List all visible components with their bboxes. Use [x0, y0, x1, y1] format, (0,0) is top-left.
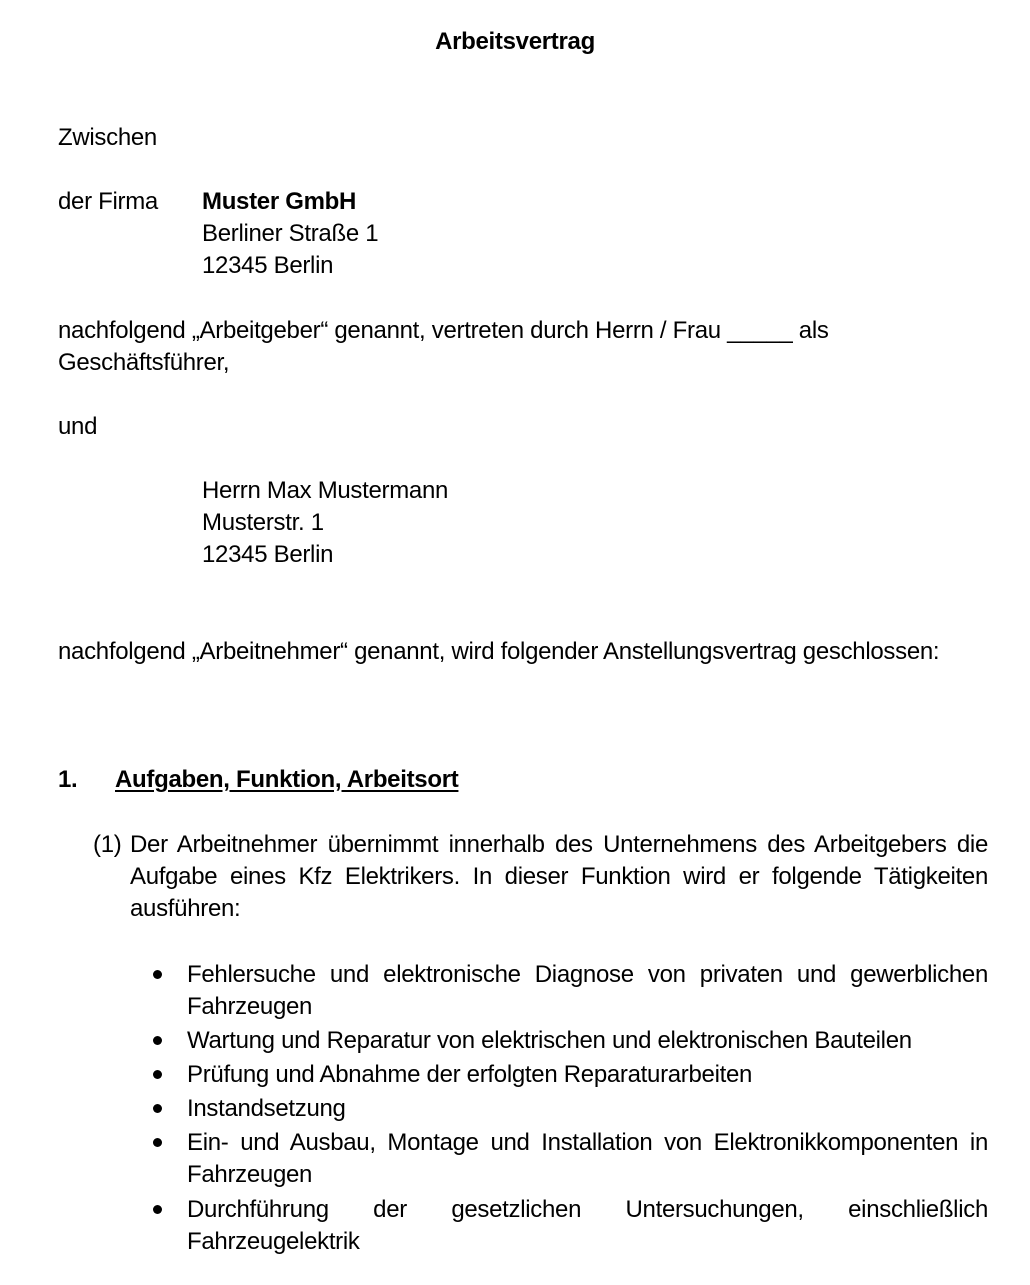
list-item-line: Fahrzeugelektrik — [187, 1228, 360, 1255]
paragraph-text — [130, 829, 988, 925]
employer-clause-line2: Geschäftsführer, — [58, 349, 230, 376]
bullet-icon — [153, 1138, 162, 1147]
list-item — [187, 1194, 988, 1258]
section-number: 1. — [58, 766, 78, 793]
employer-label: der Firma — [58, 188, 158, 215]
intro-text: Zwischen — [58, 124, 157, 151]
list-item-line: Ein- und Ausbau, Montage und Installation von Elektronikkomponenten in — [187, 1129, 988, 1156]
employer-name: Muster GmbH — [202, 188, 357, 215]
employee-street: Musterstr. 1 — [202, 509, 324, 536]
document-title: Arbeitsvertrag — [435, 28, 595, 55]
paragraph-number: (1) — [93, 831, 122, 858]
list-item — [187, 1127, 988, 1191]
employer-street: Berliner Straße 1 — [202, 220, 379, 247]
paragraph-line: Der Arbeitnehmer übernimmt innerhalb des Unternehmens des Arbeitgebers die — [130, 831, 988, 858]
list-item — [187, 959, 988, 1023]
employee-name: Herrn Max Mustermann — [202, 477, 449, 504]
employer-city: 12345 Berlin — [202, 252, 334, 279]
employer-clause-line1: nachfolgend „Arbeitgeber“ genannt, vertreten durch Herrn / Frau _____ als — [58, 317, 829, 344]
section-title: Aufgaben, Funktion, Arbeitsort — [115, 766, 459, 793]
paragraph-line: ausführen: — [130, 895, 241, 922]
list-item-line: Fehlersuche und elektronische Diagnose von privaten und gewerblichen — [187, 961, 988, 988]
bullet-icon — [153, 1104, 162, 1113]
bullet-icon — [153, 1036, 162, 1045]
list-item: Wartung und Reparatur von elektrischen und elektronischen Bauteilen — [187, 1027, 912, 1054]
employee-clause: nachfolgend „Arbeitnehmer“ genannt, wird folgender Anstellungsvertrag geschlossen: — [58, 638, 940, 665]
paragraph-line: Aufgabe eines Kfz Elektrikers. In dieser Funktion wird er folgende Tätigkeiten — [130, 863, 988, 890]
list-item-line: Fahrzeugen — [187, 1161, 313, 1188]
list-item: Prüfung und Abnahme der erfolgten Reparaturarbeiten — [187, 1061, 753, 1088]
list-item-line: Durchführung der gesetzlichen Untersuchungen, einschließlich — [187, 1196, 988, 1223]
bullet-icon — [153, 970, 162, 979]
and-text: und — [58, 413, 98, 440]
list-item: Instandsetzung — [187, 1095, 346, 1122]
list-item-line: Fahrzeugen — [187, 993, 313, 1020]
bullet-icon — [153, 1070, 162, 1079]
employee-city: 12345 Berlin — [202, 541, 334, 568]
bullet-icon — [153, 1205, 162, 1214]
